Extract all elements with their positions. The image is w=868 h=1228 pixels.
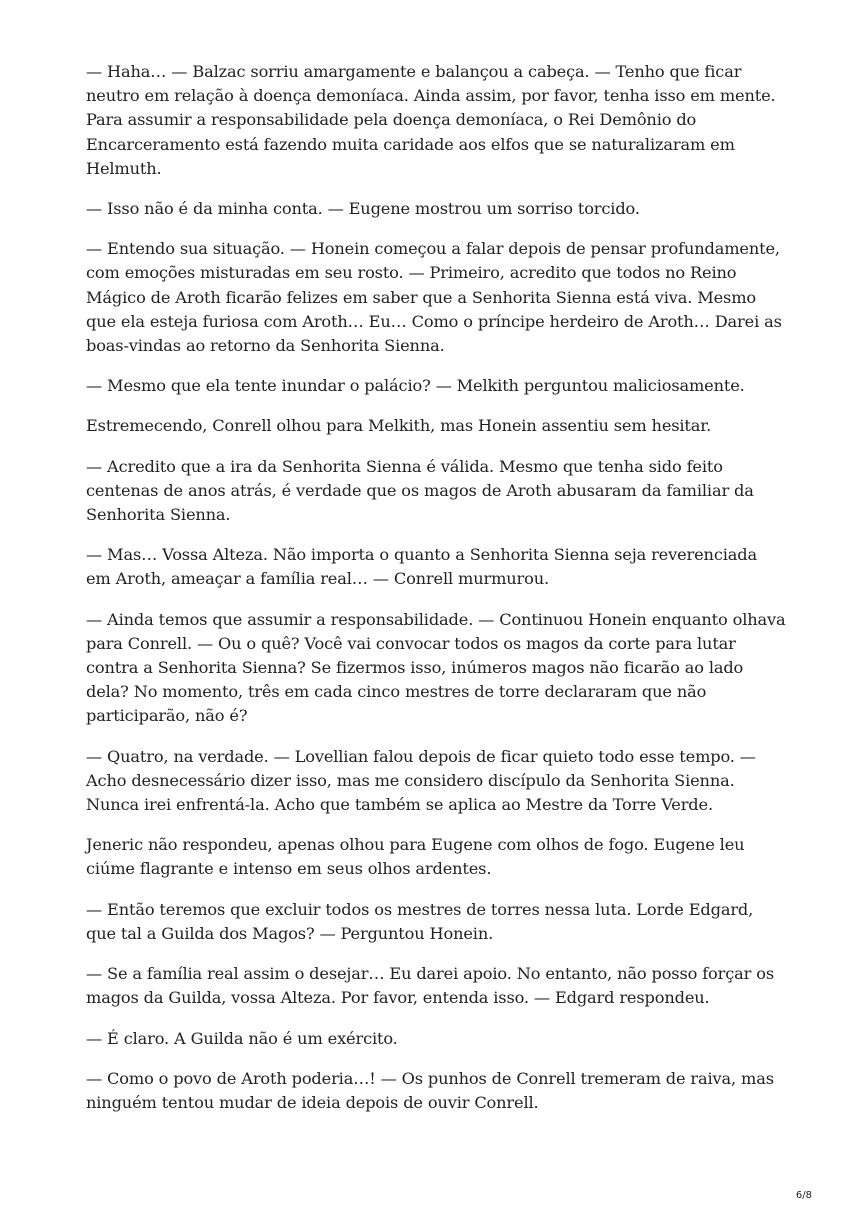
paragraph: — Quatro, na verdade. — Lovellian falou depois de ficar quieto todo esse tempo. — Acho desnecessário dizer isso, mas me considero discípulo da Senhorita Sienna. Nunca irei enfrentá-la. Acho que também se aplica ao Mestre da Torre Verde.: [86, 746, 756, 815]
document-body: [86, 60, 786, 1131]
paragraph: — Acredito que a ira da Senhorita Sienna é válida. Mesmo que tenha sido feito centenas de anos atrás, é verdade que os magos de Aroth abusaram da familiar da Senhorita Sienna.: [86, 456, 754, 525]
paragraph: — Haha… — Balzac sorriu amargamente e balançou a cabeça. — Tenho que ficar neutro em relação à doença demoníaca. Ainda assim, por favor, tenha isso em mente. Para assumir a responsabilidade pela doença demoníaca, o Rei Demônio do Encarceramento está fazendo muita caridade aos elfos que se naturalizaram em Helmuth.: [86, 62, 776, 178]
paragraph: — Então teremos que excluir todos os mestres de torres nessa luta. Lorde Edgard, que tal a Guilda dos Magos? — Perguntou Honein.: [86, 899, 754, 943]
paragraph: — Mesmo que ela tente inundar o palácio? — Melkith perguntou maliciosamente.: [86, 376, 745, 396]
paragraph: — Como o povo de Aroth poderia…! — Os punhos de Conrell tremeram de raiva, mas ninguém tentou mudar de ideia depois de ouvir Conrell.: [86, 1068, 774, 1112]
paragraph: — Entendo sua situação. — Honein começou a falar depois de pensar profundamente, com emoções misturadas em seu rosto. — Primeiro, acredito que todos no Reino Mágico de Aroth ficarão felizes em saber que a Senhorita Sienna está viva. Mesmo que ela esteja furiosa com Aroth… Eu… Como o príncipe herdeiro de Aroth… Darei as boas-vindas ao retorno da Senhorita Sienna.: [86, 239, 782, 356]
paragraph: — Mas… Vossa Alteza. Não importa o quanto a Senhorita Sienna seja reverenciada em Aroth, ameaçar a família real… — Conrell murmurou.: [86, 545, 757, 589]
paragraph: — Isso não é da minha conta. — Eugene mostrou um sorriso torcido.: [86, 199, 640, 219]
paragraph: — É claro. A Guilda não é um exército.: [86, 1028, 398, 1048]
page-number: 6/8: [795, 1190, 812, 1201]
paragraph: Estremecendo, Conrell olhou para Melkith, mas Honein assentiu sem hesitar.: [86, 416, 712, 436]
paragraph: — Ainda temos que assumir a responsabilidade. — Continuou Honein enquanto olhava para Conrell. — Ou o quê? Você vai convocar todos os magos da corte para lutar contra a Senhorita Sienna? Se fizermos isso, inúmeros magos não ficarão ao lado dela? No momento, três em cada cinco mestres de torre declararam que não participarão, não é?: [86, 609, 786, 726]
paragraph: — Se a família real assim o desejar… Eu darei apoio. No entanto, não posso forçar os magos da Guilda, vossa Alteza. Por favor, entenda isso. — Edgard respondeu.: [86, 964, 774, 1008]
paragraph: Jeneric não respondeu, apenas olhou para Eugene com olhos de fogo. Eugene leu ciúme flagrante e intenso em seus olhos ardentes.: [86, 835, 745, 879]
